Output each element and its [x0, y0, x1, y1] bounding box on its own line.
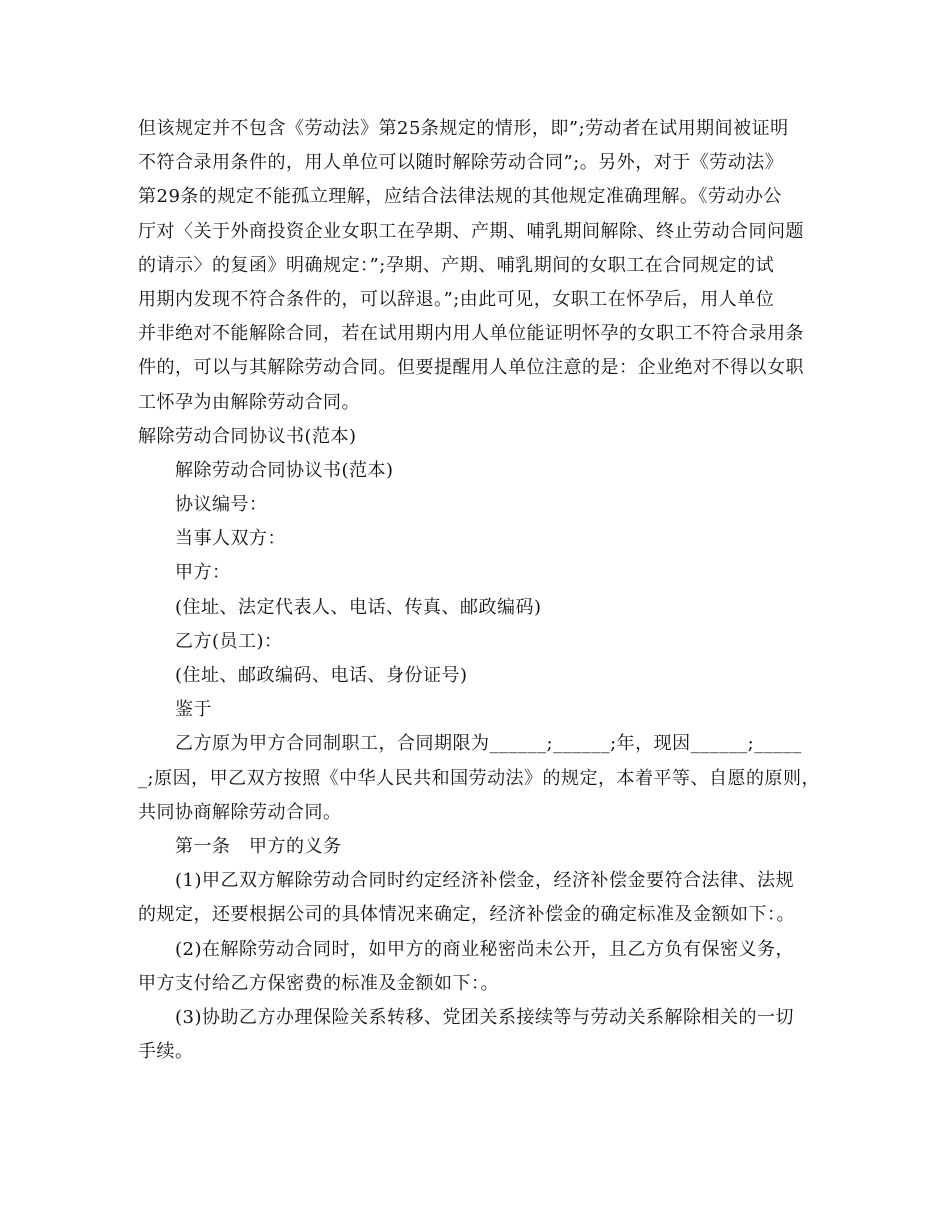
clause-3-line: (3)协助乙方办理保险关系转移、党团关系接续等与劳动关系解除相关的一切: [175, 1006, 794, 1028]
clause-2-line: 甲方支付给乙方保密费的标准及金额如下：。: [138, 972, 499, 994]
parties-label: 当事人双方：: [175, 528, 286, 550]
section-heading: 解除劳动合同协议书(范本): [138, 425, 357, 447]
whereas-line: 共同协商解除劳动合同。: [138, 801, 342, 823]
article-1-title: 第一条 甲方的义务: [175, 835, 342, 857]
clause-1-line: (1)甲乙双方解除劳动合同时约定经济补偿金，经济补偿金要符合法律、法规: [175, 870, 794, 892]
document-body: [138, 112, 821, 1069]
agreement-number-label: 协议编号：: [175, 494, 268, 516]
intro-line: 厅对〈关于外商投资企业女职工在孕期、产期、哺乳期间解除、终止劳动合同问题: [138, 220, 804, 242]
party-a-info: (住址、法定代表人、电话、传真、邮政编码): [175, 596, 542, 618]
party-b-info: (住址、邮政编码、电话、身份证号): [175, 665, 468, 686]
whereas-line: 乙方原为甲方合同制职工，合同期限为______;______;年，现因______;_____: [175, 733, 802, 755]
intro-line: 但该规定并不包含《劳动法》第25条规定的情形，即”;劳动者在试用期间被证明: [138, 118, 789, 139]
intro-line: 第29条的规定不能孤立理解，应结合法律法规的其他规定准确理解。《劳动办公: [138, 186, 782, 208]
intro-line: 用期内发现不符合条件的，可以辞退。”;由此可见，女职工在怀孕后，用人单位: [138, 288, 775, 310]
clause-1-line: 的规定，还要根据公司的具体情况来确定，经济补偿金的确定标准及金额如下：。: [138, 904, 795, 926]
clause-2-line: (2)在解除劳动合同时，如甲方的商业秘密尚未公开，且乙方负有保密义务，: [175, 938, 794, 960]
intro-line: 不符合录用条件的，用人单位可以随时解除劳动合同”;。另外，对于《劳动法》: [138, 152, 784, 174]
intro-line: 工怀孕为由解除劳动合同。: [138, 391, 360, 413]
party-b-label: 乙方(员工)：: [175, 630, 283, 652]
clause-3-line: 手续。: [138, 1041, 194, 1063]
agreement-title: 解除劳动合同协议书(范本): [175, 459, 394, 481]
whereas-label: 鉴于: [175, 699, 212, 721]
party-a-label: 甲方：: [175, 562, 231, 584]
intro-line: 的请示〉的复函》明确规定：”;孕期、产期、哺乳期间的女职工在合同规定的试: [138, 254, 775, 276]
intro-line: 并非绝对不能解除合同，若在试用期内用人单位能证明怀孕的女职工不符合录用条: [138, 323, 804, 345]
whereas-line: _;原因，甲乙双方按照《中华人民共和国劳动法》的规定，本着平等、自愿的原则，: [138, 767, 821, 789]
intro-line: 件的，可以与其解除劳动合同。但要提醒用人单位注意的是：企业绝对不得以女职: [138, 357, 804, 379]
